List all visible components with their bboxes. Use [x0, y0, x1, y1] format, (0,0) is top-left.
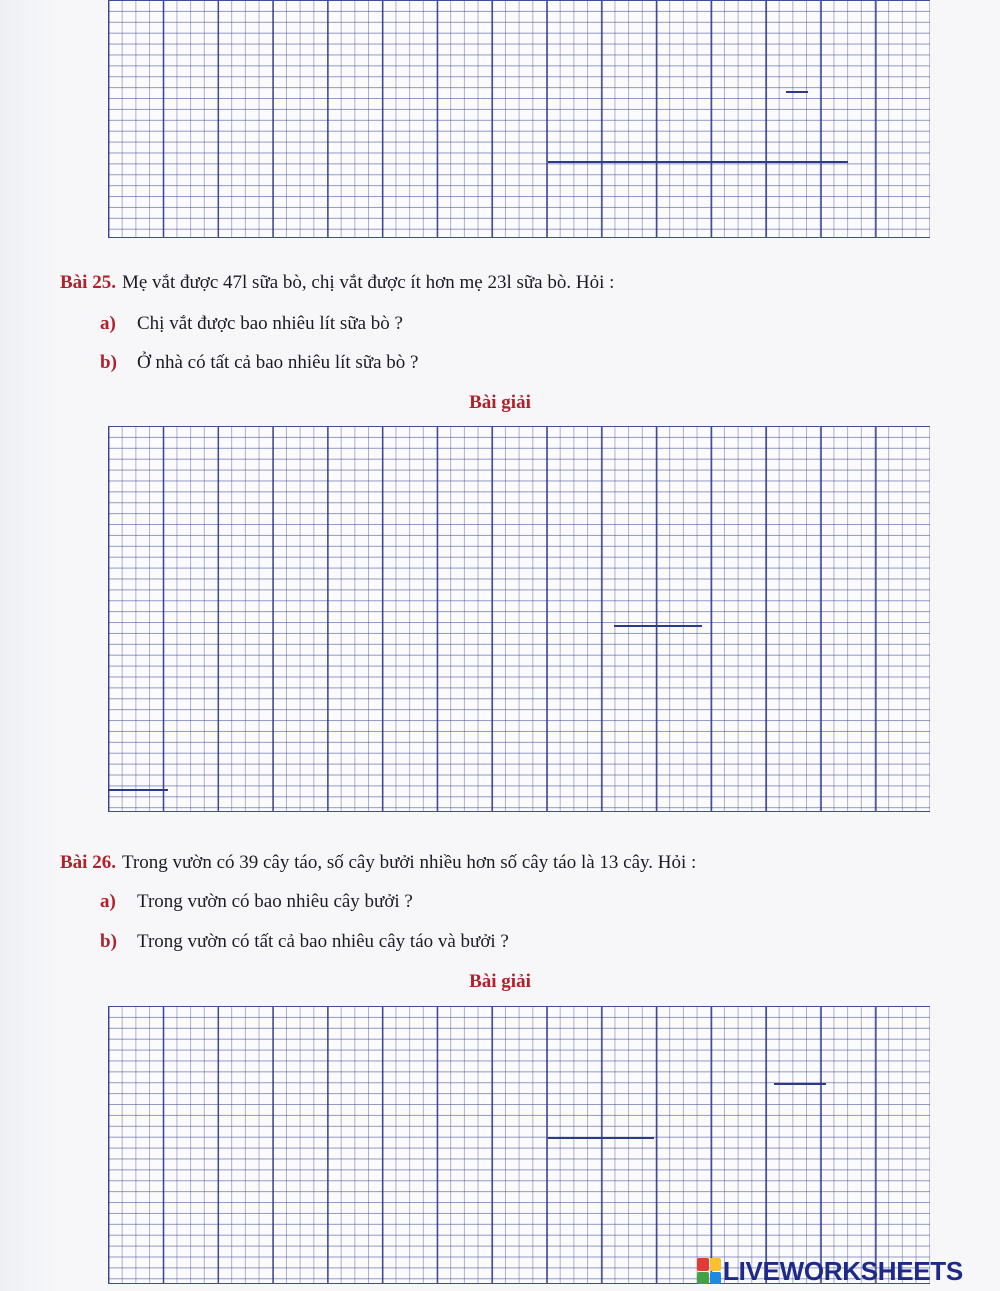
problem-26-item-b: [100, 931, 509, 953]
item-letter: b): [100, 931, 117, 952]
item-letter: b): [100, 352, 117, 373]
problem-26-text: Trong vườn có 39 cây táo, số cây bưởi nhiều hơn số cây táo là 13 cây. Hỏi :: [121, 852, 697, 873]
answer-grid-previous[interactable]: [108, 0, 930, 238]
item-letter: a): [100, 313, 116, 334]
problem-25-item-a: [100, 313, 403, 335]
grid-mark: [108, 789, 168, 791]
item-text: Trong vườn có bao nhiêu cây bưởi ?: [137, 891, 413, 912]
liveworksheets-logo-text: LIVEWORKSHEETS: [723, 1255, 963, 1286]
answer-grid-problem-25[interactable]: [108, 426, 930, 812]
grid-mark: [786, 91, 808, 93]
item-text: Ở nhà có tất cả bao nhiêu lít sữa bò ?: [137, 352, 419, 373]
logo-block-yellow: [710, 1258, 722, 1271]
problem-25-text: Mẹ vắt được 47l sữa bò, chị vắt được ít hơn mẹ 23l sữa bò. Hỏi :: [121, 272, 615, 293]
grid-mark: [614, 625, 702, 627]
problem-25-solution-heading: Bài giải: [469, 392, 531, 413]
logo-block-blue: [710, 1272, 722, 1285]
item-text: Trong vườn có tất cả bao nhiêu cây táo và bưởi ?: [137, 931, 509, 952]
answer-grid-problem-26[interactable]: [108, 1006, 930, 1284]
problem-26-statement: [60, 852, 696, 874]
logo-block-green: [697, 1272, 709, 1285]
problem-25-statement: [60, 272, 614, 294]
item-text: Chị vắt được bao nhiêu lít sữa bò ?: [137, 313, 403, 334]
grid-mark: [774, 1083, 826, 1085]
item-letter: a): [100, 891, 116, 912]
liveworksheets-logo[interactable]: [697, 1256, 963, 1286]
problem-26-label: Bài 26.: [60, 852, 116, 873]
problem-25-label: Bài 25.: [60, 272, 116, 293]
grid-mark: [548, 1137, 654, 1139]
problem-26-solution-heading: Bài giải: [469, 971, 531, 992]
logo-block-red: [697, 1258, 709, 1271]
page-edge: [0, 0, 56, 1291]
liveworksheets-logo-icon: [697, 1258, 721, 1284]
problem-25-item-b: [100, 352, 418, 374]
problem-26-item-a: [100, 891, 413, 913]
grid-mark: [548, 161, 848, 163]
